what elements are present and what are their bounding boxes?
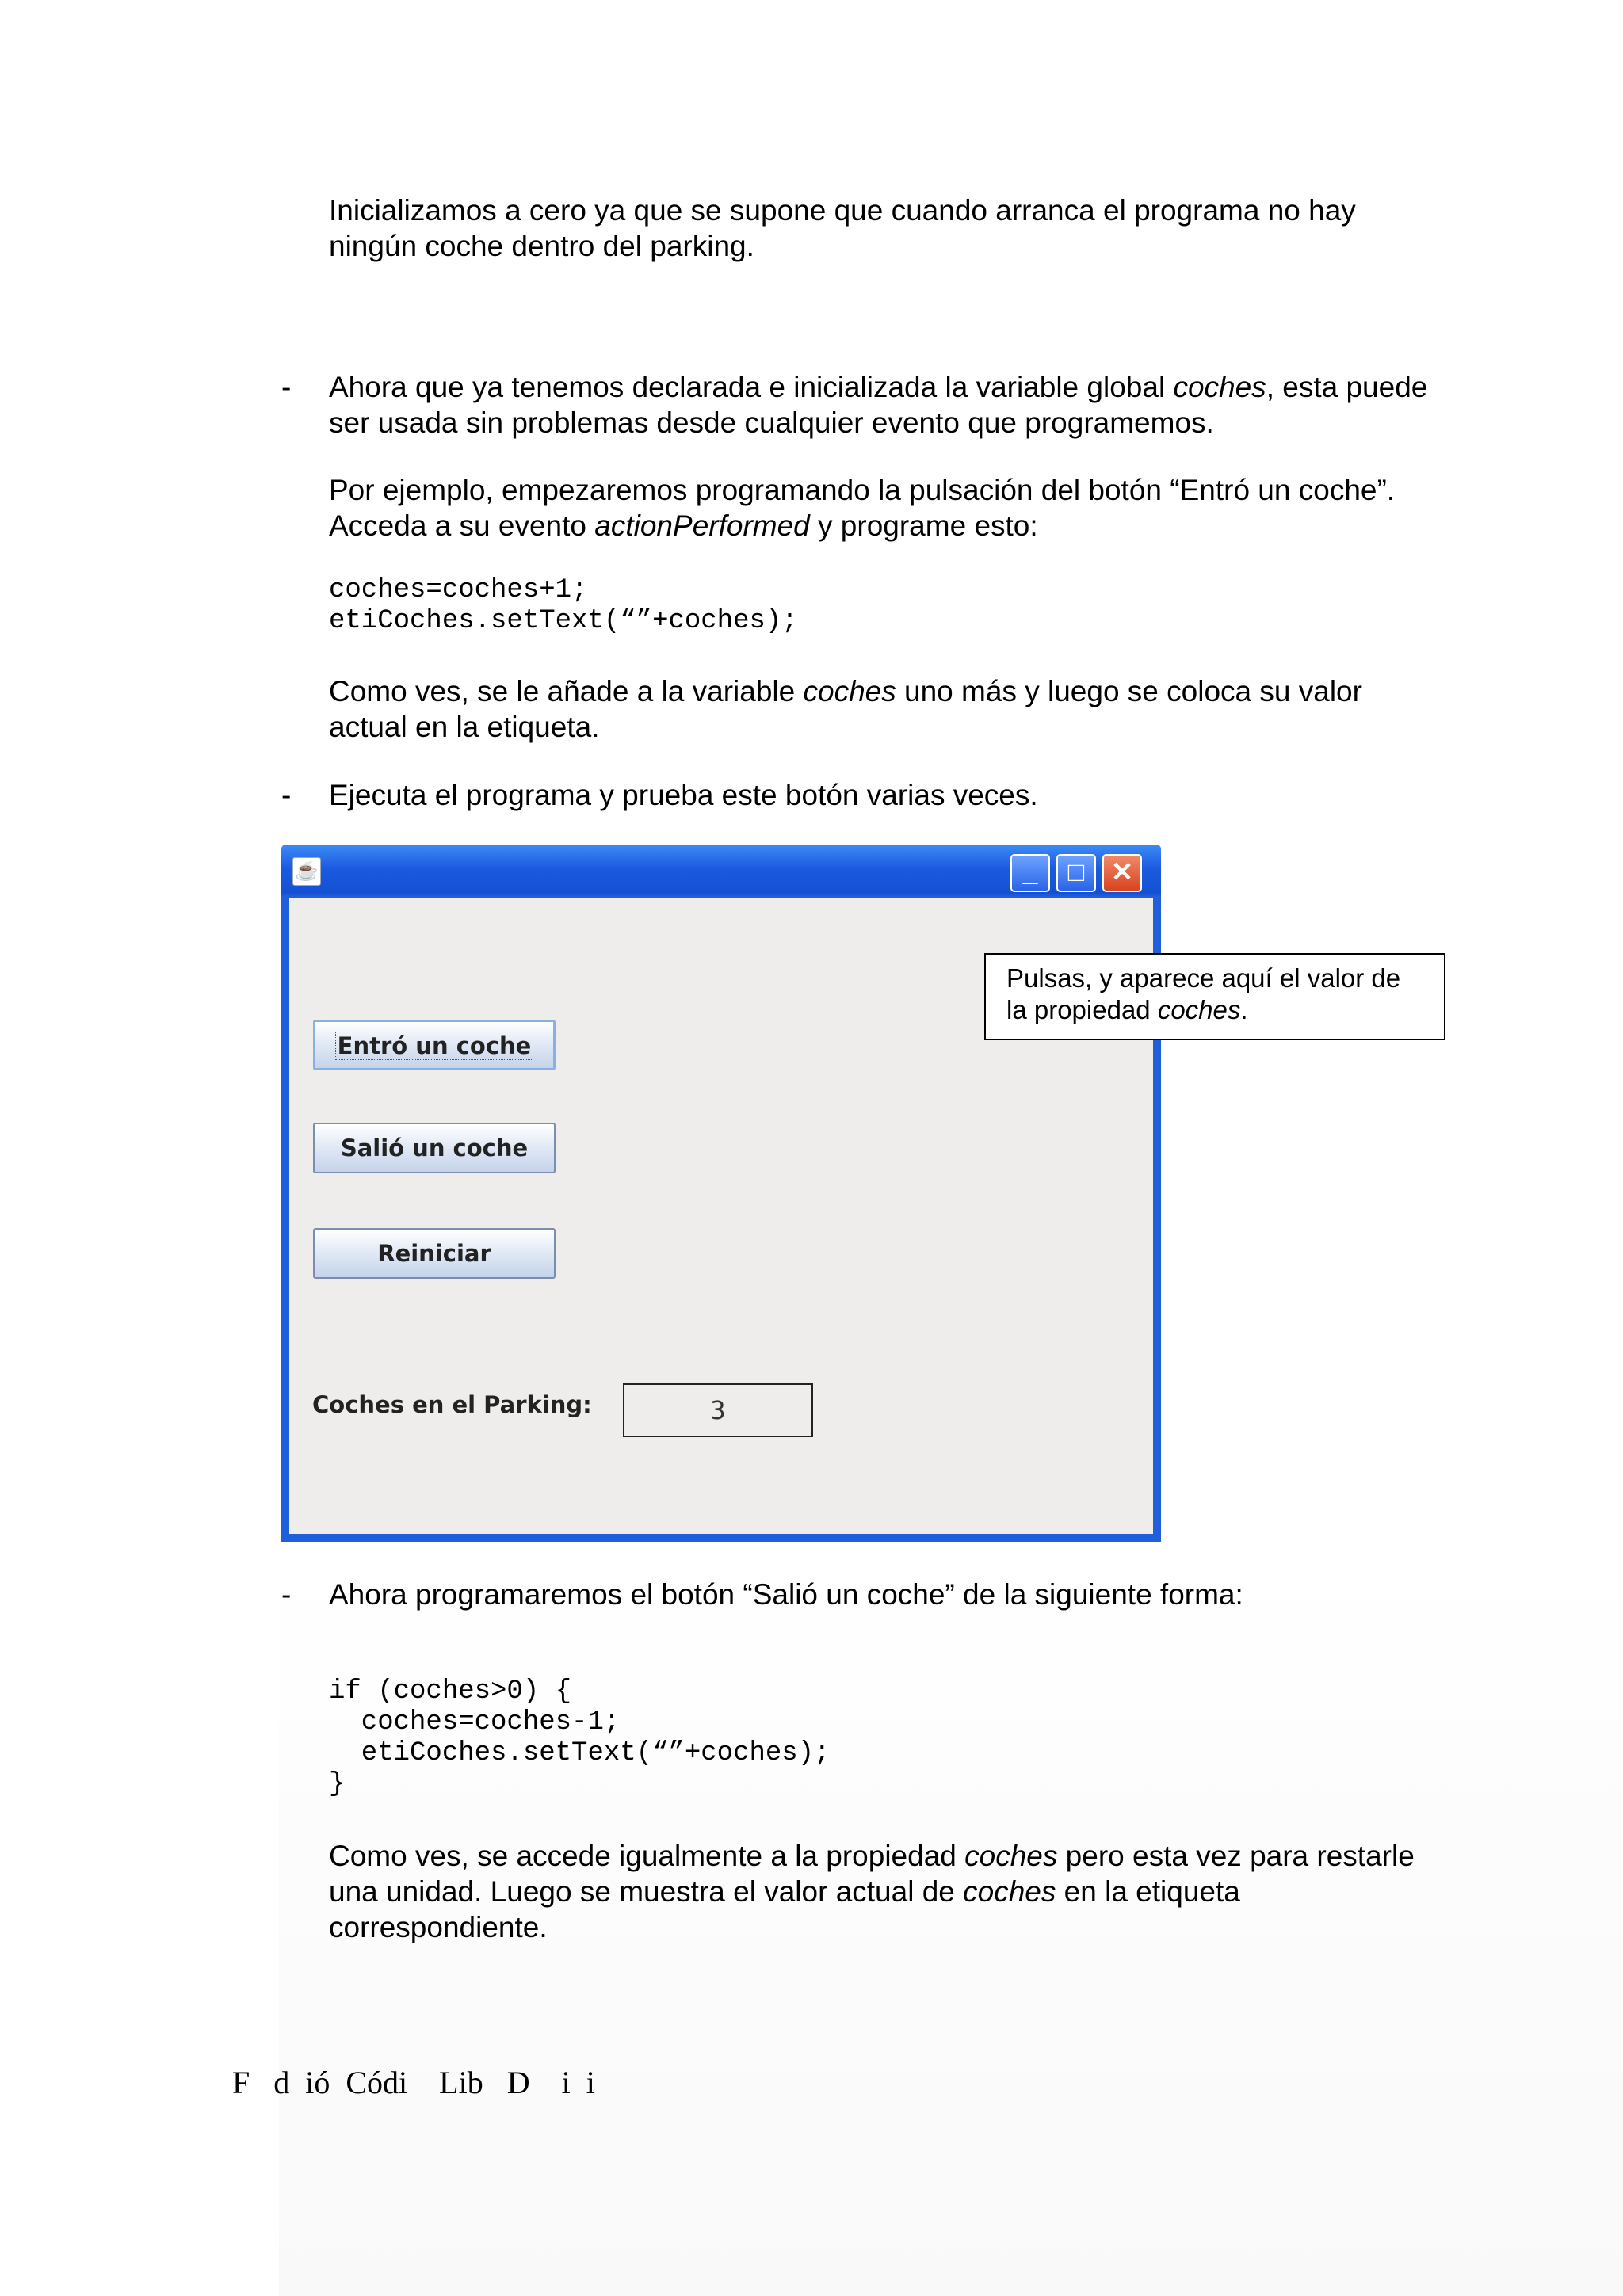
page-footer: F d ió Códi Lib D i i [232, 2065, 595, 2100]
code-block-increment: coches=coches+1; etiCoches.setText(“”+coches); [329, 575, 798, 636]
coches-count-field: 3 [623, 1383, 813, 1437]
window-titlebar [281, 845, 1161, 898]
bullet-paragraph-1: Ahora que ya tenemos declarada e inicializada la variable global coches, esta puede ser usada sin problemas desde cualquier evento que programemos. [329, 371, 1428, 439]
bullet-marker: - [281, 371, 292, 403]
java-cup-icon: ☕ [292, 857, 321, 886]
coches-parking-label: Coches en el Parking: [312, 1391, 592, 1418]
reiniciar-button[interactable]: Reiniciar [313, 1228, 556, 1279]
java-app-window [281, 845, 1161, 1542]
example-paragraph: Por ejemplo, empezaremos programando la pulsación del botón “Entró un coche”. Acceda a su evento actionPerformed y programe esto: [329, 474, 1396, 542]
bullet-paragraph-2: Ejecuta el programa y prueba este botón varias veces. [329, 779, 1038, 811]
intro-paragraph: Inicializamos a cero ya que se supone que cuando arranca el programa no hay ningún coche dentro del parking. [329, 194, 1356, 262]
explanation-paragraph-1: Como ves, se le añade a la variable coches uno más y luego se coloca su valor actual en la etiqueta. [329, 675, 1362, 743]
close-icon[interactable]: ✕ [1102, 854, 1142, 892]
bullet-marker: - [281, 779, 292, 811]
entro-coche-button[interactable]: Entró un coche [313, 1020, 556, 1070]
bullet-paragraph-3: Ahora programaremos el botón “Salió un coche” de la siguiente forma: [329, 1578, 1243, 1611]
maximize-icon[interactable]: □ [1056, 854, 1096, 892]
code-block-decrement: if (coches>0) { coches=coches-1; etiCoches.setText(“”+coches); } [329, 1676, 831, 1799]
salio-coche-button[interactable]: Salió un coche [313, 1123, 556, 1173]
minimize-icon[interactable]: _ [1010, 854, 1050, 892]
explanation-paragraph-2: Como ves, se accede igualmente a la propiedad coches pero esta vez para restarle una unidad. Luego se muestra el valor actual de coches en la etiqueta correspondiente. [329, 1840, 1415, 1943]
bullet-marker: - [281, 1578, 292, 1611]
callout-note: Pulsas, y aparece aquí el valor de la propiedad coches. [984, 953, 1445, 1040]
